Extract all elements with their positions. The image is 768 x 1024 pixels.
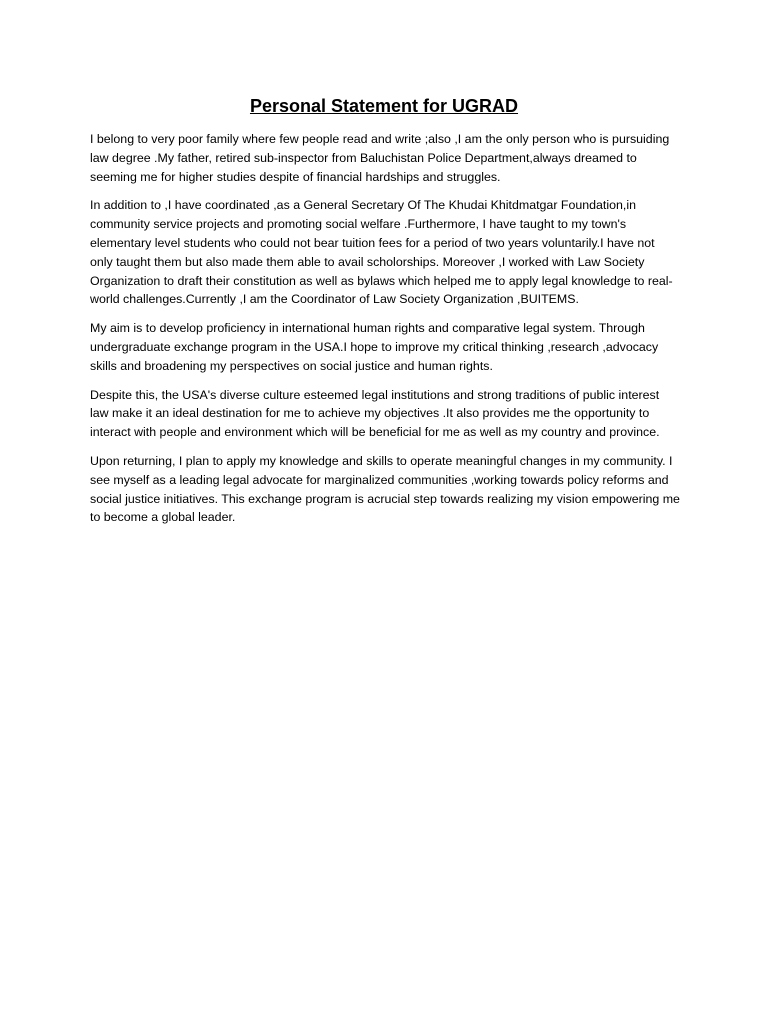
document-title: Personal Statement for UGRAD: [249, 96, 519, 116]
document-body: [90, 130, 680, 537]
paragraph-community-service: In addition to ,I have coordinated ,as a General Secretary Of The Khudai Khitdmatgar Foundation,in community service projects and promoting social welfare .Furthermore, I have taught to my town's elementary level students who could not bear tuition fees for a period of two years voluntarily.I have not only taught them but also made them able to avail scholorships. Moreover ,I worked with Law Society Organization to draft their constitution as well as bylaws which helped me to apply legal knowledge to real-world challenges.Currently ,I am the Coordinator of Law Society Organization ,BUITEMS.: [90, 198, 673, 307]
paragraph-aims: My aim is to develop proficiency in international human rights and comparative legal system. Through undergraduate exchange program in the USA.I hope to improve my critical thinking ,research ,advocacy skills and broadening my perspectives on social justice and human rights.: [90, 321, 659, 373]
paragraph-future-plans: Upon returning, I plan to apply my knowledge and skills to operate meaningful changes in my community. I see myself as a leading legal advocate for marginalized communities ,working towards policy reforms and social justice initiatives. This exchange program is acrucial step towards realizing my vision empowering me to become a global leader.: [90, 453, 680, 525]
paragraph-family-background: I belong to very poor family where few people read and write ;also ,I am the only person who is pursuiding law degree .My father, retired sub-inspector from Baluchistan Police Department,always dreamed to seeming me for higher studies despite of financial hardships and struggles.: [90, 132, 670, 184]
paragraph-why-usa: Despite this, the USA's diverse culture esteemed legal institutions and strong traditions of public interest law make it an ideal destination for me to achieve my objectives .It also provides me the opportunity to interact with people and environment which will be beneficial for me as well as my country and province.: [90, 387, 660, 440]
